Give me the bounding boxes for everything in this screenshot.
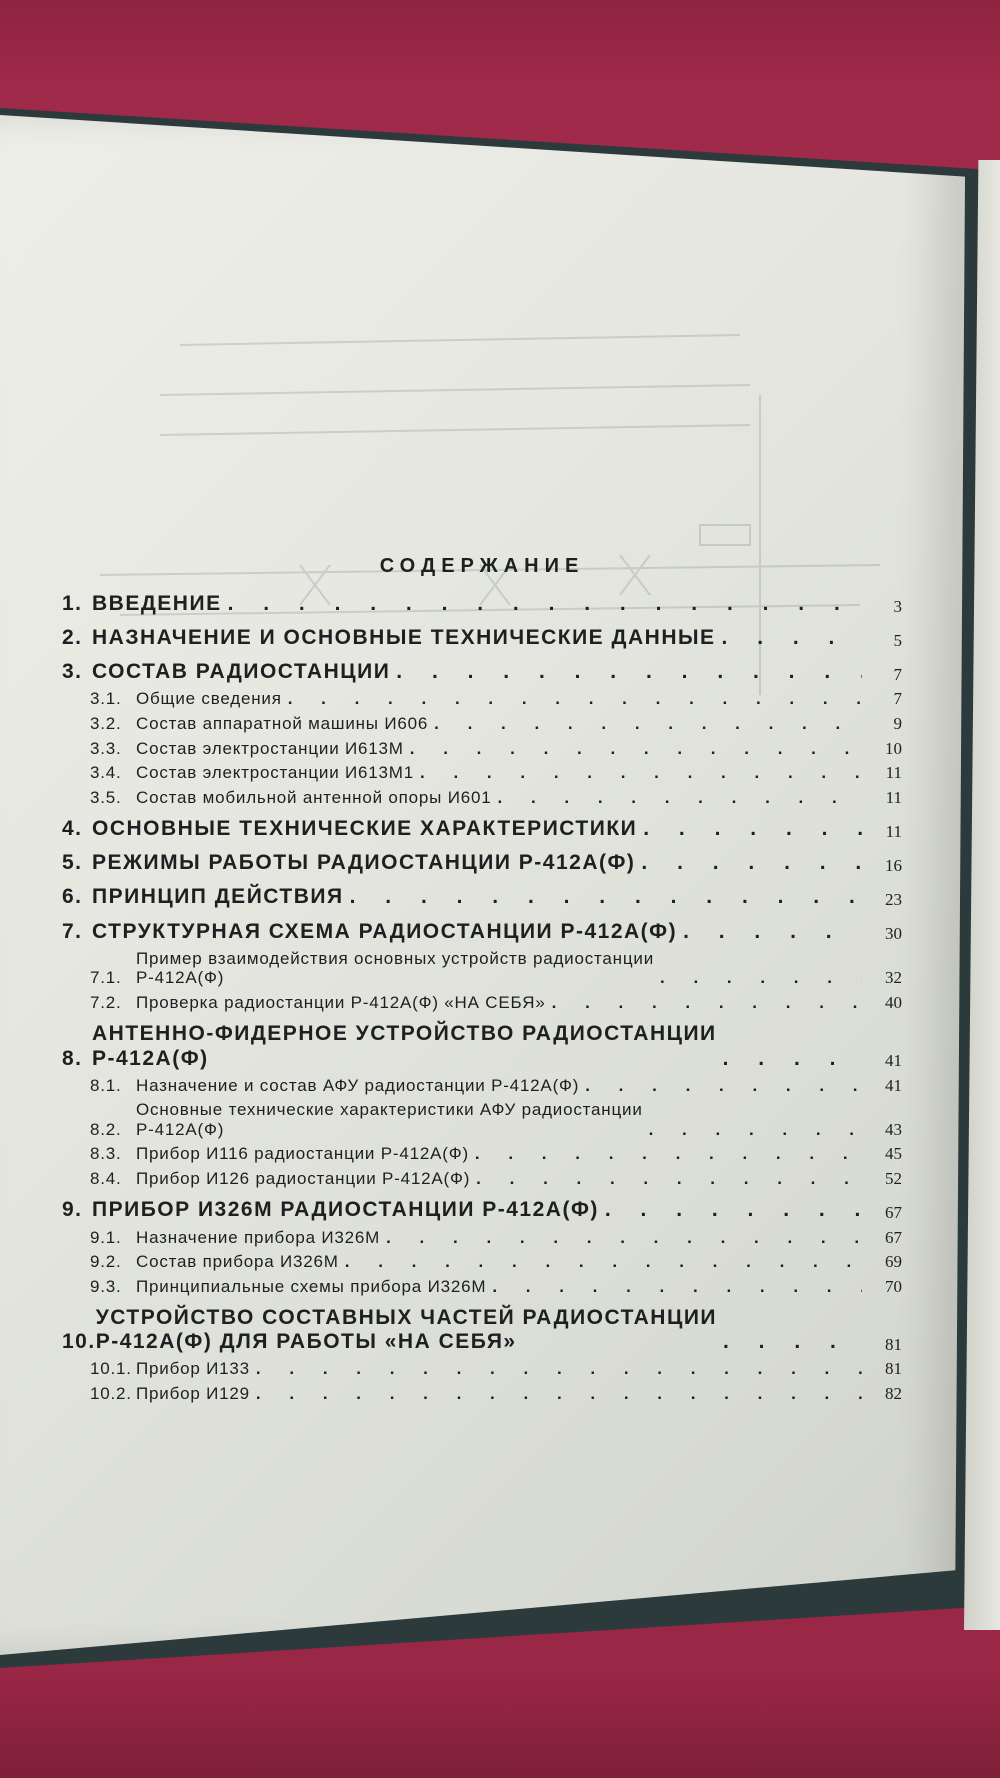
toc-entry-number: 8.2. — [90, 1119, 122, 1139]
toc-entry-number: 9.3. — [90, 1276, 122, 1296]
toc-entry — [62, 885, 902, 909]
toc-leader-dots — [350, 885, 862, 909]
toc-page-number: 30 — [885, 924, 902, 944]
toc-entry-number: 10. — [62, 1330, 96, 1354]
toc-leader-dots — [475, 1144, 862, 1164]
toc-entry-label: Прибор И133 — [136, 1359, 250, 1379]
toc-leader-dots — [683, 920, 862, 944]
toc-entry-number: 3.3. — [90, 738, 122, 758]
toc-entry-label: Состав электростанции И613М1 — [136, 763, 415, 783]
toc-entry — [62, 1384, 902, 1404]
toc-leader-dots — [552, 993, 862, 1013]
toc-page-number: 81 — [885, 1359, 902, 1379]
toc-page-number: 67 — [885, 1227, 902, 1247]
toc-entry-label: Пример взаимодействия основных устройств радиостанции Р-412А(Ф) — [136, 948, 655, 988]
toc-heading: СОДЕРЖАНИЕ — [379, 555, 585, 577]
toc-leader-dots — [649, 1120, 862, 1140]
toc-leader-dots — [660, 968, 862, 988]
toc-page-number: 52 — [885, 1168, 902, 1188]
toc-page-number: 81 — [885, 1334, 902, 1354]
toc-leader-dots — [492, 1277, 862, 1297]
toc-page-number: 69 — [885, 1252, 902, 1272]
toc-entry — [62, 1228, 902, 1248]
toc-entry-number: 1. — [62, 592, 83, 615]
toc-entry-label: ВВЕДЕНИЕ — [92, 592, 222, 615]
toc-page-number: 67 — [885, 1202, 902, 1222]
toc-entry — [62, 1198, 902, 1222]
toc-entry-number: 3.5. — [90, 787, 122, 807]
toc-entry-label: АНТЕННО-ФИДЕРНОЕ УСТРОЙСТВО РАДИОСТАНЦИИ Р-412А(Ф) — [92, 1022, 717, 1070]
toc-entry-number: 6. — [62, 885, 83, 909]
toc-entry — [62, 1100, 902, 1139]
toc-entry — [62, 851, 902, 875]
toc-page-number: 40 — [885, 992, 902, 1012]
toc-leader-dots — [410, 739, 862, 759]
toc-leader-dots — [386, 1228, 862, 1248]
toc-entry-number: 7. — [62, 919, 83, 943]
toc-entry-label: Прибор И129 — [136, 1383, 250, 1403]
toc-leader-dots — [585, 1076, 862, 1096]
toc-entry-label: Назначение прибора И326М — [136, 1227, 381, 1247]
toc-page-number: 10 — [885, 738, 902, 758]
toc-page-number: 11 — [885, 763, 902, 783]
toc-entry-label: УСТРОЙСТВО СОСТАВНЫХ ЧАСТЕЙ РАДИОСТАНЦИИ Р-412А(Ф) ДЛЯ РАБОТЫ «НА СЕБЯ» — [95, 1306, 718, 1354]
toc-leader-dots — [434, 714, 862, 734]
toc-entry — [62, 763, 902, 783]
toc-page-number: 45 — [885, 1144, 902, 1164]
toc-entry — [62, 949, 902, 988]
toc-leader-dots — [641, 851, 862, 875]
toc-leader-dots — [643, 817, 862, 841]
toc-entry-label: Прибор И126 радиостанции Р-412А(Ф) — [136, 1168, 471, 1188]
toc-entry-number: 7.1. — [90, 968, 122, 988]
toc-entry-number: 3.2. — [90, 713, 122, 733]
toc-entry — [62, 993, 902, 1013]
toc-entry-number: 8.4. — [90, 1168, 122, 1188]
toc-entry-label: Состав электростанции И613М — [136, 738, 404, 758]
toc-page-number: 9 — [893, 713, 902, 733]
toc-entry — [62, 626, 902, 650]
toc-entry — [62, 1252, 902, 1272]
toc-page-number: 3 — [893, 596, 902, 616]
toc-entry-number: 8. — [62, 1046, 83, 1070]
toc-entry-number: 10.1. — [90, 1359, 132, 1379]
toc-entry-label: СТРУКТУРНАЯ СХЕМА РАДИОСТАНЦИИ Р-412А(Ф) — [92, 919, 678, 943]
toc-page-number: 7 — [893, 689, 902, 709]
toc-page-number: 23 — [885, 890, 902, 910]
toc-entry — [62, 1022, 902, 1070]
toc-leader-dots — [476, 1169, 862, 1189]
toc-entries — [62, 592, 902, 1404]
toc-entry-label: Состав прибора И326М — [136, 1252, 339, 1272]
toc-leader-dots — [605, 1198, 862, 1222]
toc-entry-number: 5. — [62, 851, 83, 875]
toc-entry — [62, 592, 902, 616]
toc-entry — [62, 1359, 902, 1379]
toc-entry-label: Основные технические характеристики АФУ радиостанции Р-412А(Ф) — [136, 1100, 643, 1139]
toc-leader-dots — [498, 788, 863, 808]
toc-entry-label: ПРИБОР И326М РАДИОСТАНЦИИ Р-412А(Ф) — [92, 1198, 599, 1222]
toc-entry-number: 2. — [62, 626, 83, 650]
toc-page-number: 41 — [885, 1051, 902, 1071]
toc-entry — [62, 739, 902, 759]
toc-leader-dots — [396, 660, 862, 684]
table-of-contents — [62, 555, 902, 1409]
toc-entry-number: 10.2. — [90, 1383, 132, 1403]
toc-entry-number: 9.2. — [90, 1252, 122, 1272]
toc-entry-label: Состав аппаратной машины И606 — [136, 713, 429, 733]
toc-page-number: 43 — [885, 1119, 902, 1139]
toc-leader-dots — [256, 1359, 862, 1379]
toc-entry-label: Состав мобильной антенной опоры И601 — [136, 787, 492, 807]
toc-entry-number: 8.3. — [90, 1144, 122, 1164]
toc-entry — [62, 1169, 902, 1189]
toc-leader-dots — [420, 763, 862, 783]
toc-leader-dots — [345, 1252, 862, 1272]
toc-entry-label: ОСНОВНЫЕ ТЕХНИЧЕСКИЕ ХАРАКТЕРИСТИКИ — [92, 817, 638, 841]
toc-entry-label: Прибор И116 радиостанции Р-412А(Ф) — [136, 1144, 469, 1164]
toc-page-number: 11 — [885, 787, 902, 807]
toc-entry — [62, 920, 902, 944]
toc-entry-number: 9.1. — [90, 1227, 122, 1247]
toc-leader-dots — [723, 1047, 862, 1071]
toc-entry-label: РЕЖИМЫ РАБОТЫ РАДИОСТАНЦИИ Р-412А(Ф) — [92, 851, 636, 875]
toc-leader-dots — [288, 689, 862, 709]
toc-entry-label: СОСТАВ РАДИОСТАНЦИИ — [92, 660, 391, 684]
toc-entry-label: НАЗНАЧЕНИЕ И ОСНОВНЫЕ ТЕХНИЧЕСКИЕ ДАННЫЕ — [92, 626, 716, 650]
toc-entry-number: 9. — [62, 1198, 83, 1222]
toc-entry — [62, 1076, 902, 1096]
toc-entry — [62, 1277, 902, 1297]
toc-entry-number: 3.1. — [90, 689, 122, 709]
toc-entry-label: Общие сведения — [136, 689, 282, 709]
toc-leader-dots — [722, 626, 862, 650]
toc-entry-number: 8.1. — [90, 1075, 122, 1095]
toc-leader-dots — [228, 592, 862, 616]
toc-entry — [62, 1306, 902, 1354]
toc-entry — [62, 788, 902, 808]
toc-entry — [62, 817, 902, 841]
toc-entry-label: ПРИНЦИП ДЕЙСТВИЯ — [92, 885, 344, 909]
toc-page-number: 16 — [885, 855, 902, 875]
toc-entry — [62, 714, 902, 734]
toc-page-number: 11 — [885, 821, 902, 841]
toc-entry-number: 7.2. — [90, 992, 122, 1012]
toc-leader-dots — [723, 1330, 862, 1354]
toc-page-number: 7 — [893, 664, 902, 684]
toc-page-number: 70 — [885, 1276, 902, 1296]
toc-entry-label: Назначение и состав АФУ радиостанции Р-412А(Ф) — [136, 1075, 580, 1095]
toc-entry-number: 3. — [62, 660, 83, 684]
toc-page-number: 41 — [885, 1075, 902, 1095]
toc-entry — [62, 689, 902, 709]
toc-entry-number: 3.4. — [90, 763, 122, 783]
toc-page-number: 5 — [893, 630, 902, 650]
toc-page-number: 32 — [885, 968, 902, 988]
toc-entry — [62, 1144, 902, 1164]
toc-entry-number: 4. — [62, 817, 83, 841]
toc-entry — [62, 660, 902, 684]
toc-entry-label: Проверка радиостанции Р-412А(Ф) «НА СЕБЯ» — [136, 992, 546, 1012]
toc-entry-label: Принципиальные схемы прибора И326М — [136, 1276, 487, 1296]
toc-leader-dots — [256, 1384, 862, 1404]
toc-page-number: 82 — [885, 1383, 902, 1403]
